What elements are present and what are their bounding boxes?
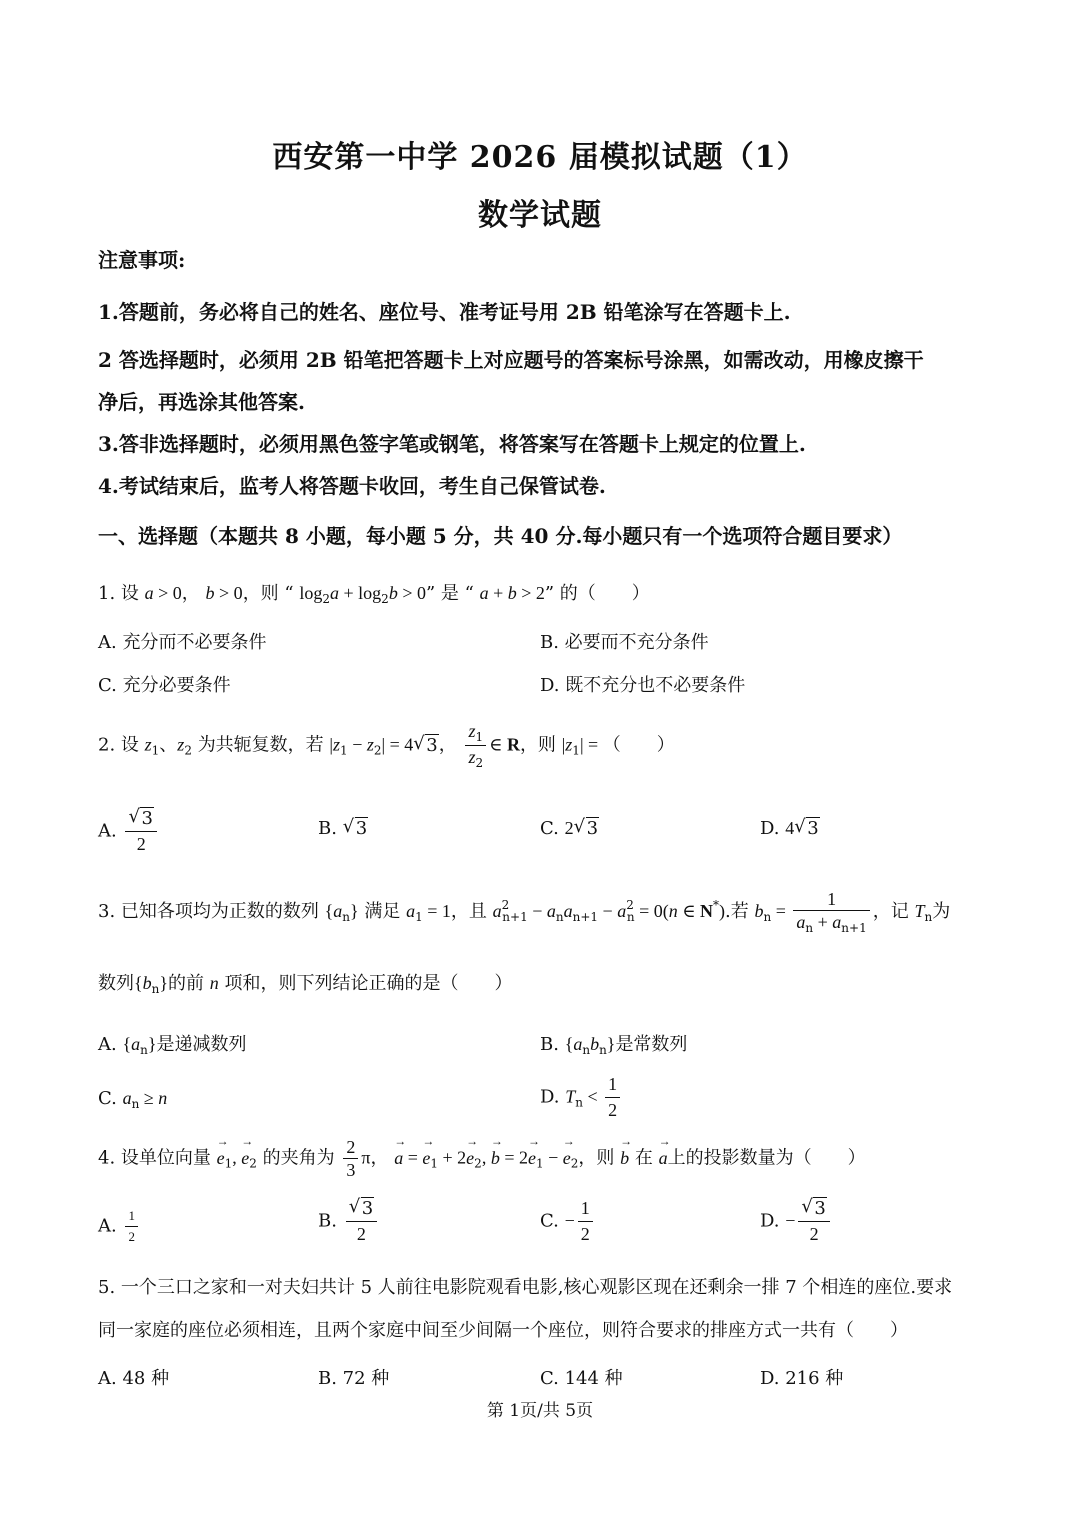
option-a: A. √ $\frac{3}{2}$ [98,808,160,855]
option-b: B. 必要而不充分条件 [540,632,709,653]
question-3: 3. 已知各项均为正数的数列 $\{a_n\}$ 满足 $a_1 = 1$，且 $a^2_{n+1} - a_na_{n+1} - a^2_n = 0(n$ ∈ N*).若 $b_n$ = $\frac{1}{a_n + a_{n+1}}$ ，记 $T_n$为 [98,889,951,935]
notice-item: 2 答选择题时，必须用 2B 铅笔把答题卡上对应题号的答案标号涂黑，如需改动，用橡皮擦干 [98,348,924,372]
option-d: D. $T_n$ < $\frac{1}{2}$ [540,1074,623,1121]
option-c: C. 2√ 3 [540,818,599,839]
question-number: 1. 设 [98,583,139,604]
question-1: 1. 设 a > 0， b > 0，则 “ $\log_2a + \log_2b > 0$” 是 “ a + b > 2” 的（ ） [98,583,650,606]
question-5: 5. 一个三口之家和一对夫妇共计 5 人前往电影院观看电影,核心观影区现在还剩余一排 7 个相连的座位.要求 [98,1277,953,1298]
question-5-line2: 同一家庭的座位必须相连，且两个家庭中间至少间隔一个座位，则符合要求的排座方式一共有（ ） [98,1320,908,1341]
question-2: 2. 设 $z_1$、$z_2$ 为共轭复数，若 $|z_1 - z_2| = 4√$ 3， $\frac{z_1}{z_2}$ ∈ R，则 $|z_1|$ = （ ） [98,722,675,769]
option-c: C. $a_n \ge n$ [98,1088,168,1111]
question-number: 4. 设单位向量 [98,1147,211,1169]
option-a: A. 充分而不必要条件 [98,632,267,653]
exam-subtitle: 数学试题 [478,198,602,233]
notice-item: 4.考试结束后，监考人将答题卡收回，考生自己保管试卷. [98,474,606,498]
option-c: C. 充分必要条件 [98,675,231,696]
option-d: D. 4√ 3 [760,818,820,839]
question-4: 4. 设单位向量 → $e_1$, → $e_2$ 的夹角为 $\frac{2}{3}$ π， → a = → $e_1 + 2\to e_2$, → $b = 2\to e_1$ − → $e_2$，则 → b 在 → a上的投影数量为（ ） [98,1138,866,1179]
option-d: D. 216 种 [760,1368,844,1389]
option-c: C. 144 种 [540,1368,623,1389]
question-number: 3. 已知各项均为正数的数列 [98,901,319,922]
option-a: A. $\frac{1}{2}$ [98,1208,141,1245]
exam-title: 西安第一中学 2026 届模拟试题（1） [272,140,808,175]
notice-item: 3.答非选择题时，必须用黑色签字笔或钢笔，将答案写在答题卡上规定的位置上. [98,432,806,456]
option-b: B. √ $\frac{3}{2}$ [318,1198,380,1245]
notice-heading: 注意事项: [98,248,186,272]
option-d: D. 既不充分也不必要条件 [540,675,746,696]
section-heading: 一、选择题（本题共 8 小题，每小题 5 分，共 40 分.每小题只有一个选项符合题目要求） [98,524,903,548]
question-3-line2: 数列$\{b_n\}$的前 n 项和，则下列结论正确的是（ ） [98,973,513,996]
page-footer: 第 1页/共 5页 [486,1401,594,1421]
option-c: C. − $\frac{1}{2}$ [540,1198,596,1245]
option-a: A. 48 种 [98,1368,170,1389]
option-a: A. $\{a_n\}$是递减数列 [98,1034,247,1057]
notice-item: 1.答题前，务必将自己的姓名、座位号、准考证号用 2B 铅笔涂写在答题卡上. [98,300,791,324]
notice-item: 净后，再选涂其他答案. [98,390,305,414]
option-d: D. − √ $\frac{3}{2}$ [760,1198,833,1245]
option-b: B. 72 种 [318,1368,390,1389]
option-b: B. $\{a_nb_n\}$是常数列 [540,1034,688,1057]
option-b: B. √ 3 [318,818,368,839]
question-number: 2. 设 [98,734,139,756]
